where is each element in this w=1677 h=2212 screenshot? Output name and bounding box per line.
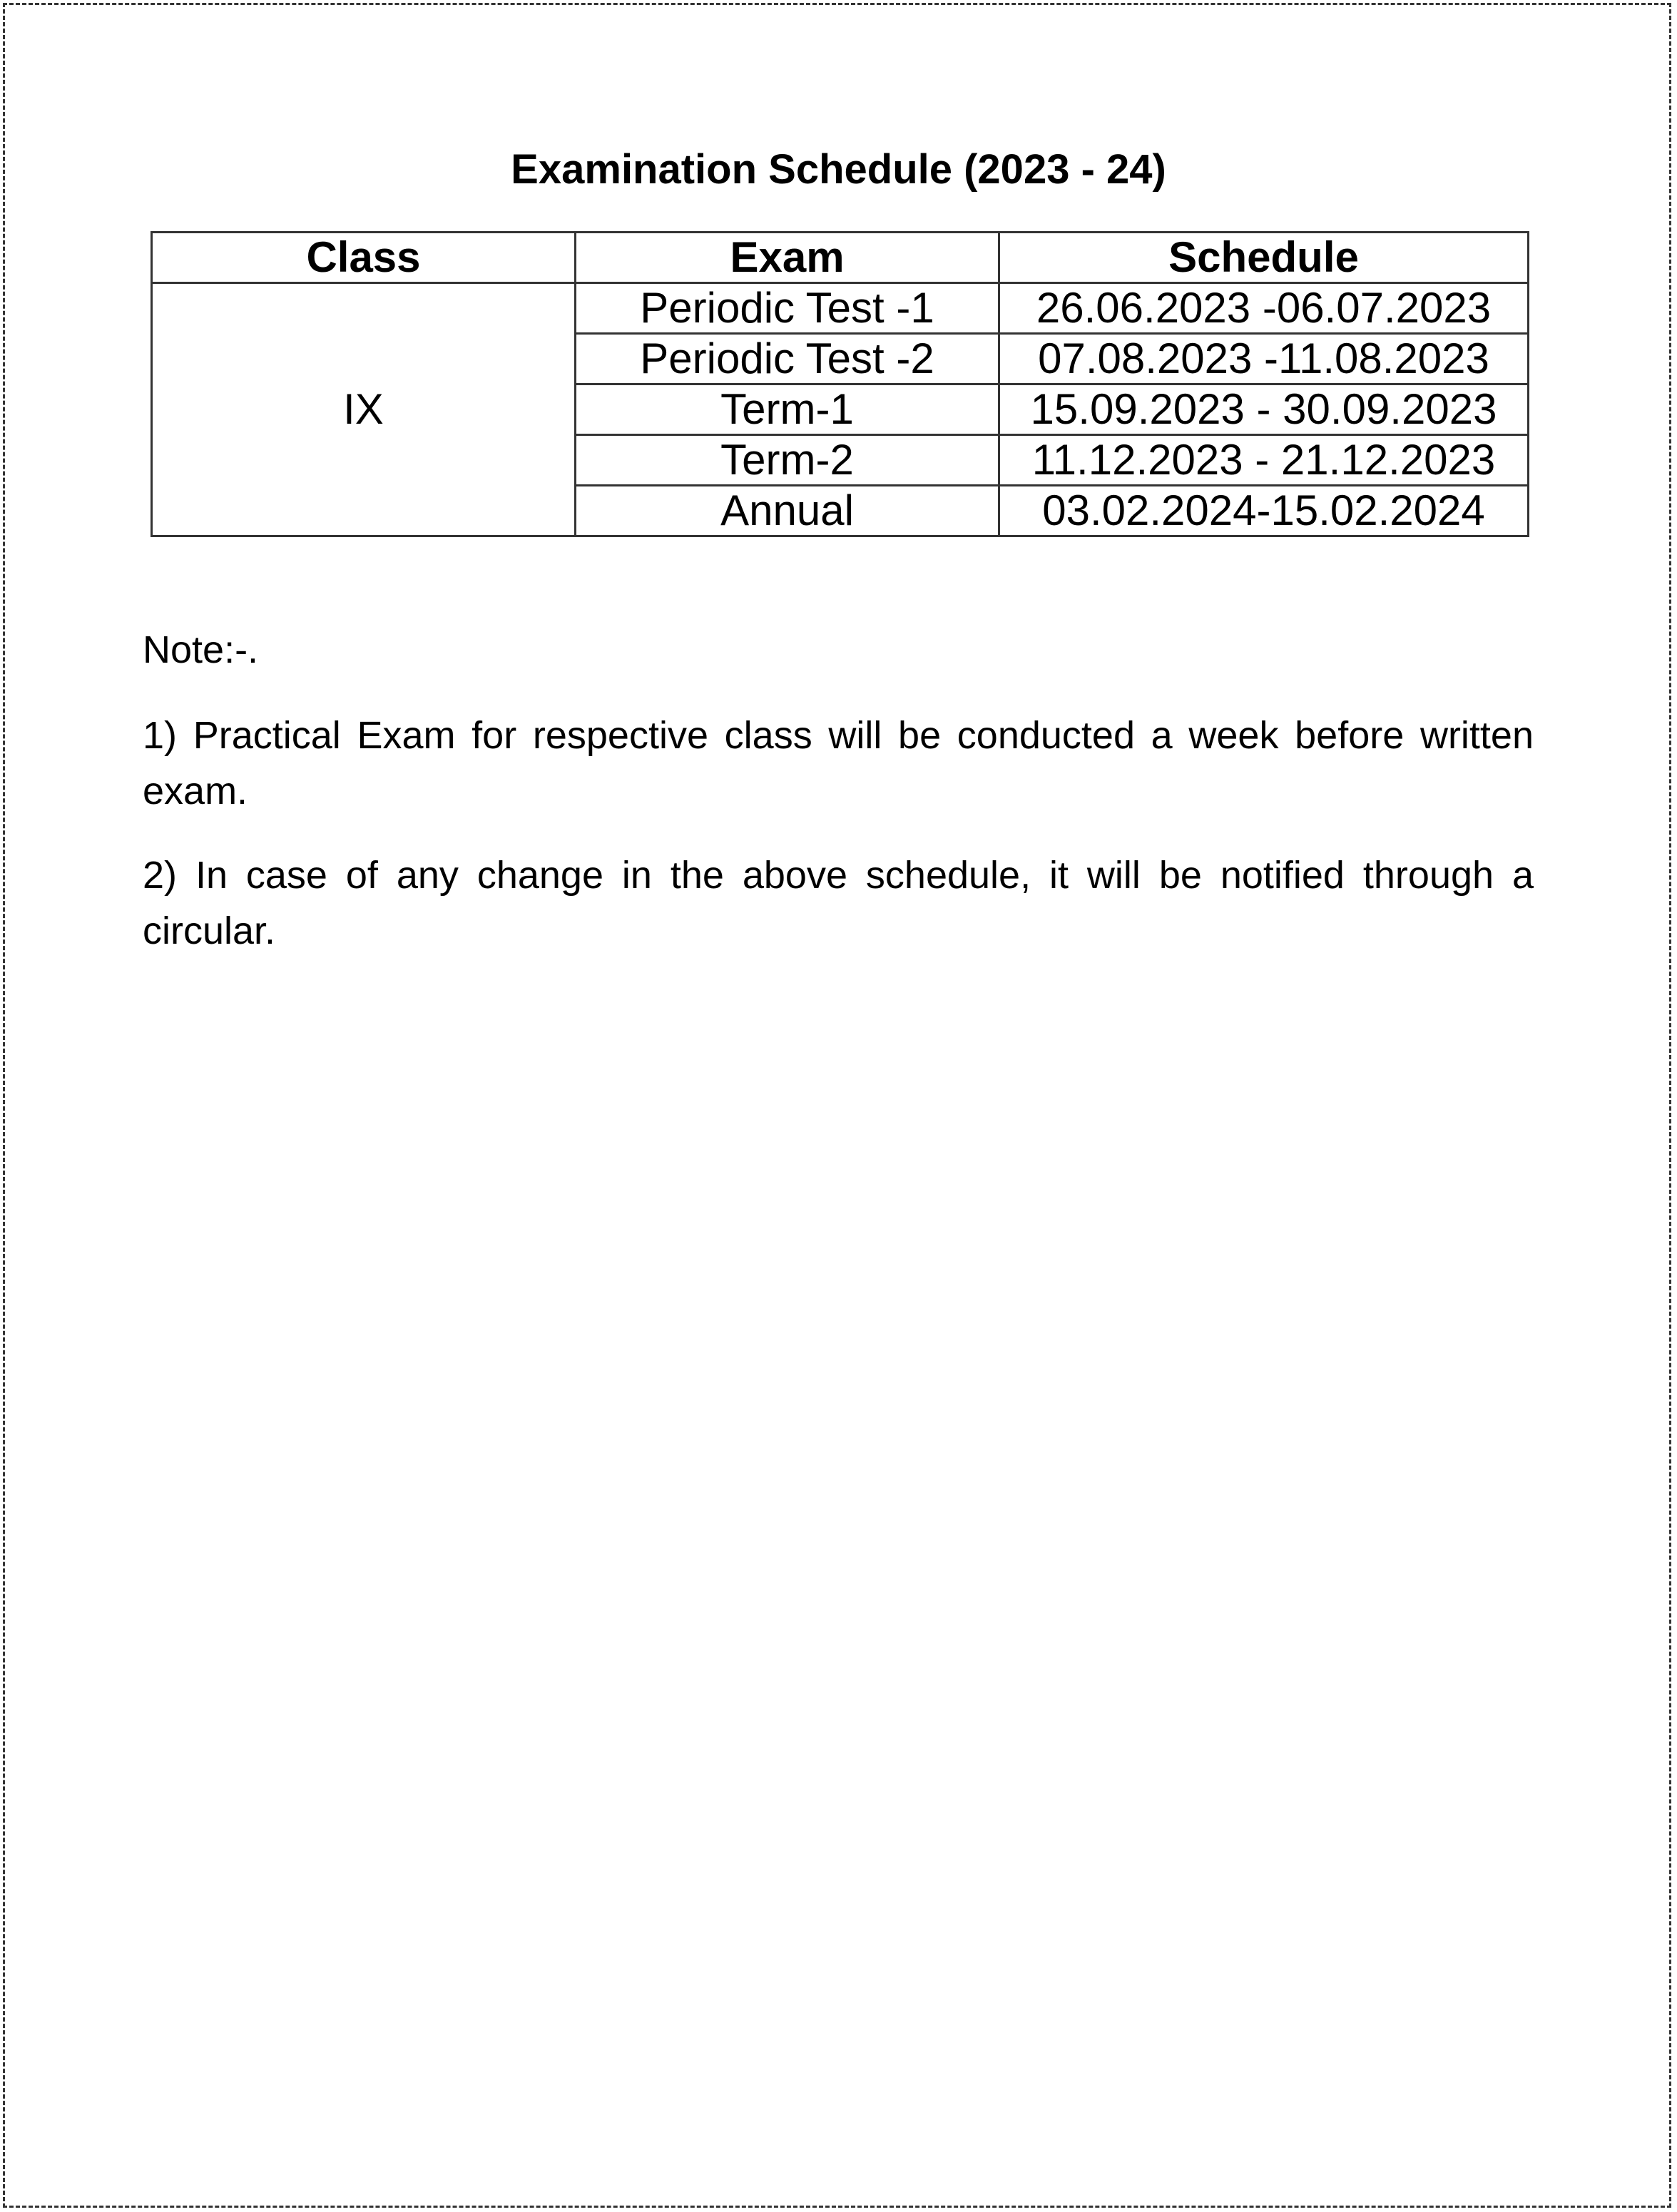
exam-cell: Annual	[576, 486, 999, 536]
table-header-row	[152, 233, 1529, 283]
header-exam: Exam	[576, 233, 999, 283]
exam-cell: Periodic Test -1	[576, 283, 999, 334]
header-schedule: Schedule	[999, 233, 1529, 283]
note-item: 1) Practical Exam for respective class will be conducted a week before written exam.	[143, 714, 1534, 812]
schedule-cell: 03.02.2024-15.02.2024	[999, 486, 1529, 536]
schedule-cell: 11.12.2023 - 21.12.2023	[999, 435, 1529, 486]
exam-cell: Term-1	[576, 384, 999, 435]
exam-schedule-table	[151, 231, 1529, 537]
note-item: 2) In case of any change in the above schedule, it will be notified through a circular.	[143, 854, 1534, 952]
note-heading: Note:-.	[143, 628, 259, 671]
schedule-cell: 15.09.2023 - 30.09.2023	[999, 384, 1529, 435]
schedule-cell: 07.08.2023 -11.08.2023	[999, 334, 1529, 384]
class-cell: IX	[152, 283, 576, 536]
table-row	[152, 283, 1529, 334]
schedule-cell: 26.06.2023 -06.07.2023	[999, 283, 1529, 334]
document-title: Examination Schedule (2023 - 24)	[511, 146, 1166, 193]
header-class: Class	[152, 233, 576, 283]
exam-cell: Term-2	[576, 435, 999, 486]
exam-cell: Periodic Test -2	[576, 334, 999, 384]
